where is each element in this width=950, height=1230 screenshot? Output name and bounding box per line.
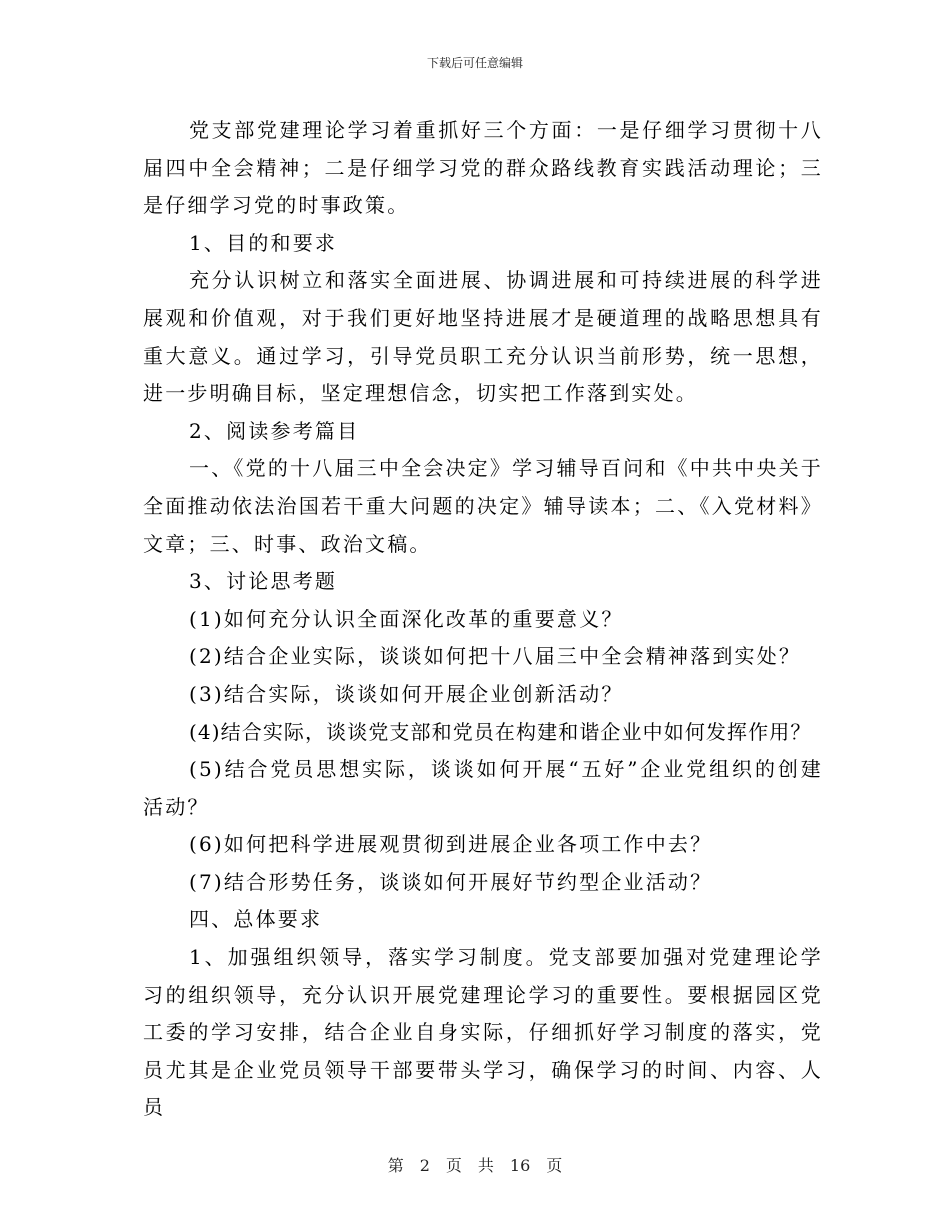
footer-current-page: 2 <box>419 1156 430 1175</box>
document-body <box>143 112 823 1127</box>
page-footer <box>0 1153 950 1176</box>
footer-total-label: 共 <box>477 1156 494 1175</box>
heading-goals: 1、目的和要求 <box>189 230 338 255</box>
question-7: (7)结合形势任务，谈谈如何开展好节约型企业活动？ <box>189 869 713 894</box>
paragraph-requirement-1: 1、加强组织领导，落实学习制度。党支部要加强对党建理论学习的组织领导，充分认识开展党建理论学习的重要性。要根据园区党工委的学习安排，结合企业自身实际，仔细抓好学习制度的落实，党员尤其是企业党员领导干部要带头学习，确保学习的时间、内容、人员 <box>143 945 823 1120</box>
footer-prefix: 第 <box>387 1156 404 1175</box>
heading-general-requirements: 四、总体要求 <box>189 907 323 932</box>
heading-discussion: 3、讨论思考题 <box>189 569 338 594</box>
page-header: 下载后可任意编辑 <box>426 56 523 70</box>
question-5: (5)结合党员思想实际，谈谈如何开展“五好”企业党组织的创建活动？ <box>143 757 823 819</box>
question-6: (6)如何把科学进展观贯彻到进展企业各项工作中去？ <box>189 832 713 857</box>
paragraph-goals: 充分认识树立和落实全面进展、协调进展和可持续进展的科学进展观和价值观，对于我们更好地坚持进展才是硬道理的战略思想具有重大意义。通过学习，引导党员职工充分认识当前形势，统一思想，进一步明确目标，坚定理想信念，切实把工作落到实处。 <box>143 268 823 406</box>
paragraph-reading-list: 一、《党的十八届三中全会决定》学习辅导百问和《中共中央关于全面推动依法治国若干重大问题的决定》辅导读本；二、《入党材料》文章；三、时事、政治文稿。 <box>143 456 823 556</box>
question-1: (1)如何充分认识全面深化改革的重要意义？ <box>189 606 624 631</box>
footer-page-label: 页 <box>445 1156 462 1175</box>
question-3: (3)结合实际，谈谈如何开展企业创新活动？ <box>189 681 624 706</box>
footer-total-pages: 16 <box>509 1156 531 1175</box>
question-2: (2)结合企业实际，谈谈如何把十八届三中全会精神落到实处？ <box>189 644 802 669</box>
footer-suffix: 页 <box>546 1156 563 1175</box>
paragraph-intro: 党支部党建理论学习着重抓好三个方面：一是仔细学习贯彻十八届四中全会精神；二是仔细学习党的群众路线教育实践活动理论；三是仔细学习党的时事政策。 <box>143 118 823 218</box>
heading-reading-list: 2、阅读参考篇目 <box>189 418 360 443</box>
question-4: (4)结合实际，谈谈党支部和党员在构建和谐企业中如何发挥作用？ <box>189 719 812 744</box>
